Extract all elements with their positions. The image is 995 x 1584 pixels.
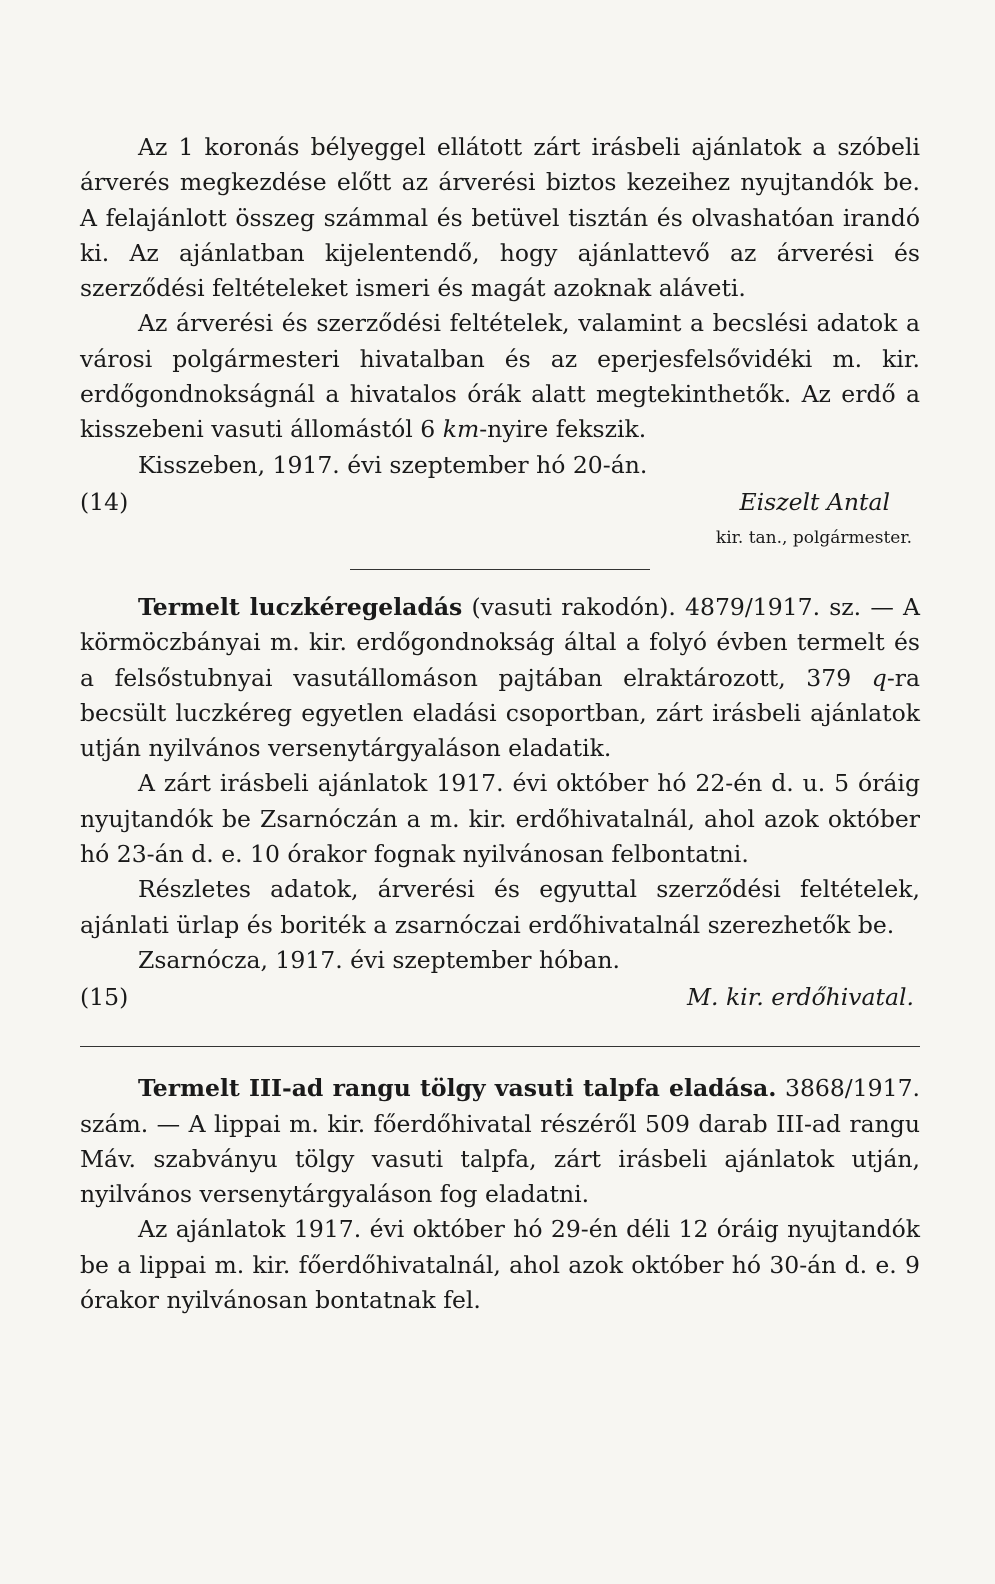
section1-paragraph1: Az 1 koronás bélyeggel ellátott zárt irásbeli ajánlatok a szóbeli árverés megkezdése előtt az árverési biztos kezeihez nyujtandók be. A felajánlott összeg számmal és betüvel tisztán és olvashatóan irandó ki. Az ajánlatban kijelentendő, hogy ajánlattevő az árverési és szerződési feltételeket ismeri és magát azoknak aláveti. bbox=[80, 133, 920, 303]
section1-paragraph2 bbox=[80, 306, 920, 447]
divider-short bbox=[350, 569, 650, 570]
section1-number: (14) bbox=[80, 487, 129, 516]
section3-paragraph1 bbox=[80, 1071, 920, 1212]
section1-signer-title: kir. tan., polgármester. bbox=[715, 527, 912, 548]
section3-heading-rest: 3868/1917. szám. — A lippai m. kir. főerdőhivatal részéről 509 darab III-ad rangu Máv. szabványu tölgy vasuti talpfa, zárt irásbeli ajánlatok utján, nyilvános versenytárgyaláson fog eladatni. bbox=[80, 1074, 920, 1209]
section1-place-date: Kisszeben, 1917. évi szeptember hó 20-án. bbox=[138, 450, 648, 479]
section2-signer: M. kir. erdőhivatal. bbox=[686, 983, 914, 1012]
section2-paragraph3: Részletes adatok, árverési és egyuttal szerződési feltételek, ajánlati ürlap és boriték a zsarnóczai erdőhivatalnál szerezhetők be. bbox=[80, 875, 920, 939]
section1-signature-row bbox=[80, 485, 920, 525]
section2-heading-tail: -ra becsült luczkéreg egyetlen eladási csoportban, zárt irásbeli ajánlatok utján nyilvános versenytárgyaláson eladatik. bbox=[80, 663, 920, 763]
section3-heading: Termelt III-ad rangu tölgy vasuti talpfa eladása. bbox=[138, 1074, 777, 1103]
section2-number: (15) bbox=[80, 983, 129, 1012]
section2-place-date: Zsarnócza, 1917. évi szeptember hóban. bbox=[138, 945, 620, 974]
section1-paragraph2-text: Az árverési és szerződési feltételek, valamint a becslési adatok a városi polgármesteri hivatalban és az eperjesfelsővidéki m. kir. erdőgondnokságnál a hivatalos órák alatt megtekinthetők. Az erdő a kisszebeni vasuti állomástól 6 bbox=[80, 309, 920, 444]
section2-heading: Termelt luczkéregeladás bbox=[138, 592, 463, 621]
section1-paragraph2-tail: -nyire fekszik. bbox=[479, 415, 647, 444]
section1-signer: Eiszelt Antal bbox=[739, 487, 890, 516]
section3-paragraph2: Az ajánlatok 1917. évi október hó 29-én déli 12 óráig nyujtandók be a lippai m. kir. főerdőhivatalnál, ahol azok október hó 30-án d. e. 9 órakor nyilvánosan bontatnak fel. bbox=[80, 1215, 920, 1315]
divider-wide bbox=[80, 1046, 920, 1047]
unit-q: q bbox=[871, 663, 887, 692]
section2-heading-rest: (vasuti rakodón). 4879/1917. sz. — A körmöczbányai m. kir. erdőgondnokság által a folyó évben termelt és a felsőstubnyai vasutállomáson pajtában elraktározott, 379 bbox=[80, 592, 920, 692]
section2-paragraph1 bbox=[80, 590, 920, 766]
section2-signature-row bbox=[80, 980, 920, 1020]
unit-km: km bbox=[442, 415, 480, 444]
document-page bbox=[80, 130, 920, 1318]
section2-paragraph2: A zárt irásbeli ajánlatok 1917. évi október hó 22-én d. u. 5 óráig nyujtandók be Zsarnóczán a m. kir. erdőhivatalnál, ahol azok október hó 23-án d. e. 10 órakor fognak nyilvánosan felbontatni. bbox=[80, 769, 920, 869]
